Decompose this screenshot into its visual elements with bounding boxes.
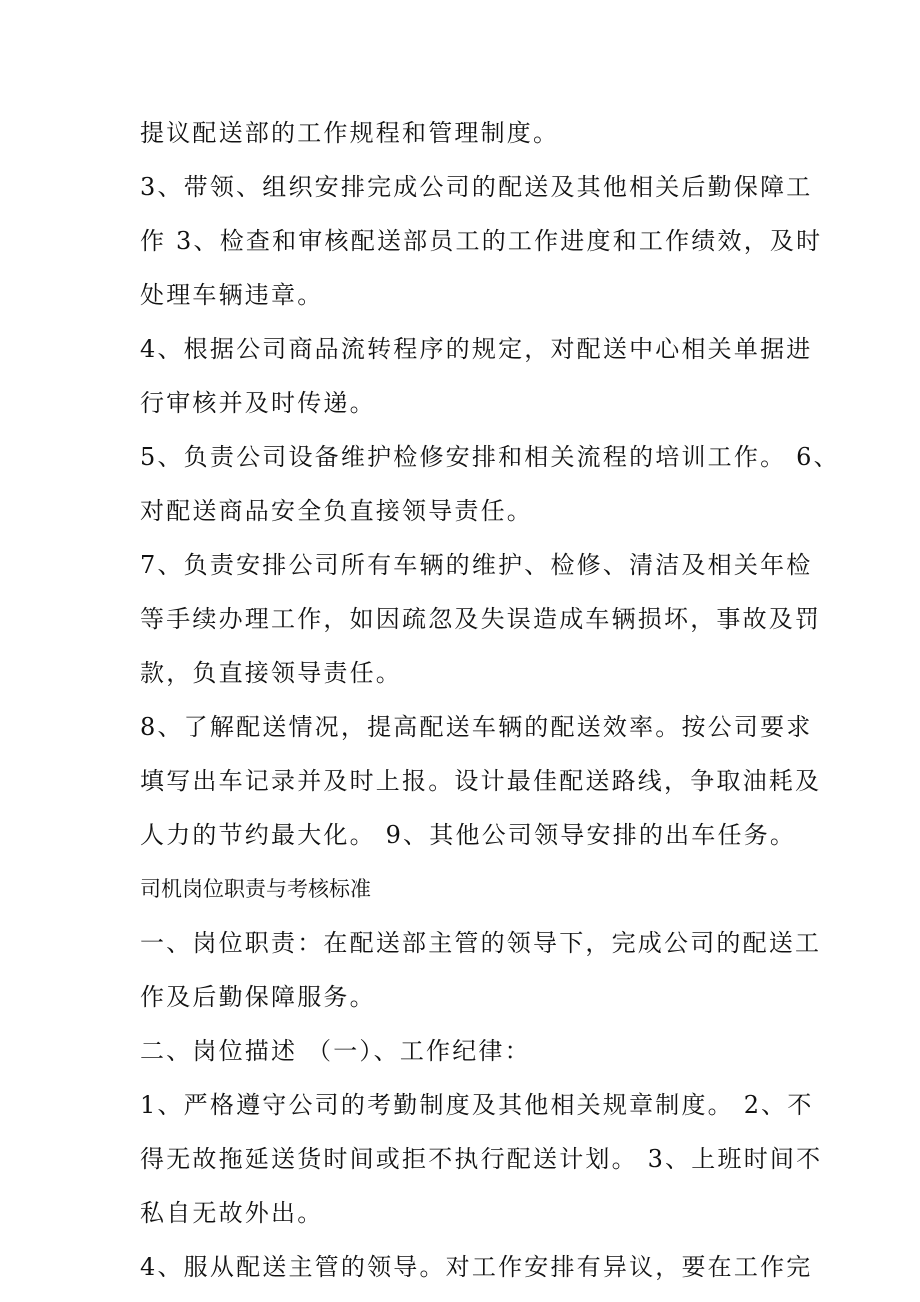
paragraph-item-8 bbox=[140, 700, 822, 862]
text-line: 8、了解配送情况，提高配送车辆的配送效率。按公司要求 bbox=[140, 713, 813, 741]
text-line: 对配送商品安全负直接领导责任。 bbox=[140, 497, 533, 525]
text-line: 3、带领、组织安排完成公司的配送及其他相关后勤保障工 bbox=[140, 173, 813, 201]
paragraph-job-description bbox=[140, 1024, 790, 1078]
document-page bbox=[140, 106, 840, 1294]
text-line: 私自无故外出。 bbox=[140, 1199, 324, 1227]
paragraph-item-4 bbox=[140, 322, 813, 430]
text-line: 人力的节约最大化。 9、其他公司领导安排的出车任务。 bbox=[140, 821, 797, 849]
text-line: 7、负责安排公司所有车辆的维护、检修、清洁及相关年检 bbox=[140, 551, 813, 579]
paragraph-item-7 bbox=[140, 538, 822, 700]
paragraph-discipline-1-3 bbox=[140, 1078, 823, 1240]
text-line: 款，负直接领导责任。 bbox=[140, 659, 402, 687]
text-line: 4、根据公司商品流转程序的规定，对配送中心相关单据进 bbox=[140, 335, 813, 363]
paragraph-procedures bbox=[140, 106, 790, 160]
section-title: 司机岗位职责与考核标准 bbox=[140, 877, 371, 901]
text-line: 等手续办理工作，如因疏忽及失误造成车辆损坏，事故及罚 bbox=[140, 605, 822, 633]
text-line: 得无故拖延送货时间或拒不执行配送计划。 3、上班时间不 bbox=[140, 1145, 823, 1173]
text-line: 一、岗位职责：在配送部主管的领导下，完成公司的配送工 bbox=[140, 929, 822, 957]
text-line: 1、严格遵守公司的考勤制度及其他相关规章制度。 2、不 bbox=[140, 1091, 814, 1119]
section-heading-driver bbox=[140, 862, 790, 916]
text-line: 填写出车记录并及时上报。设计最佳配送路线，争取油耗及 bbox=[140, 767, 822, 795]
paragraph-discipline-4 bbox=[140, 1240, 813, 1294]
text-line: 作 3、检查和审核配送部员工的工作进度和工作绩效，及时 bbox=[140, 227, 823, 255]
text-line: 行审核并及时传递。 bbox=[140, 389, 376, 417]
text-line: 处理车辆违章。 bbox=[140, 281, 324, 309]
paragraph-item-3 bbox=[140, 160, 823, 322]
text-line: 提议配送部的工作规程和管理制度。 bbox=[140, 119, 560, 147]
text-line: 二、岗位描述 （一）、工作纪律： bbox=[140, 1037, 531, 1065]
paragraph-item-5 bbox=[140, 430, 840, 538]
text-line: 4、服从配送主管的领导。对工作安排有异议，要在工作完 bbox=[140, 1253, 813, 1281]
text-line: 5、负责公司设备维护检修安排和相关流程的培训工作。 6、 bbox=[140, 443, 840, 471]
text-line: 作及后勤保障服务。 bbox=[140, 983, 376, 1011]
paragraph-job-duty bbox=[140, 916, 822, 1024]
